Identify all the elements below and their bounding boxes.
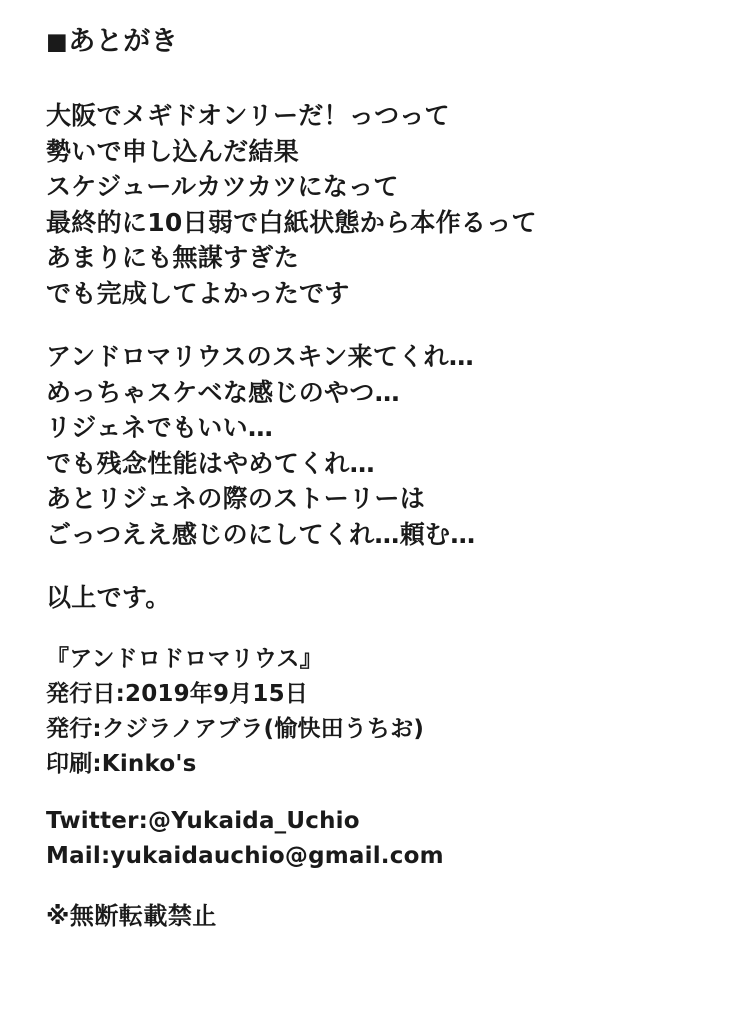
text-line: ごっつええ感じのにしてくれ…頼む… bbox=[46, 519, 476, 549]
afterword-paragraph-2 bbox=[46, 339, 696, 552]
text-line: 大阪でメギドオンリーだ！っつって bbox=[46, 101, 450, 131]
section-heading-label: あとがき bbox=[68, 26, 179, 57]
colophon-publication-date: 発行日:2019年9月15日 bbox=[46, 680, 309, 707]
text-line: あまりにも無謀すぎた bbox=[46, 243, 300, 273]
text-line: めっちゃスケベな感じのやつ… bbox=[46, 377, 400, 407]
contact-twitter[interactable]: Twitter:@Yukaida_Uchio bbox=[46, 807, 360, 834]
text-line: スケジュールカツカツになって bbox=[46, 172, 399, 202]
document-body bbox=[46, 26, 696, 931]
text-line: 最終的に10日弱で白紙状態から本作るって bbox=[46, 207, 537, 237]
section-heading bbox=[46, 26, 696, 58]
spacer bbox=[46, 58, 696, 98]
spacer bbox=[46, 311, 696, 339]
colophon-printer: 印刷:Kinko's bbox=[46, 750, 197, 777]
colophon-publisher: 発行:クジラノアブラ(愉快田うちお) bbox=[46, 715, 425, 742]
copyright-notice: ※無断転載禁止 bbox=[46, 901, 217, 930]
spacer bbox=[46, 616, 696, 642]
text-line: あとリジェネの際のストーリーは bbox=[46, 484, 426, 514]
text-line: リジェネでもいい… bbox=[46, 413, 274, 443]
contact-email[interactable]: Mail:yukaidauchio@gmail.com bbox=[46, 842, 444, 869]
afterword-closing bbox=[46, 580, 696, 616]
text-line: アンドロマリウスのスキン来てくれ… bbox=[46, 342, 475, 372]
text-line: 勢いで申し込んだ結果 bbox=[46, 136, 300, 166]
text-line: でも残念性能はやめてくれ… bbox=[46, 448, 375, 478]
spacer bbox=[46, 874, 696, 896]
spacer bbox=[46, 782, 696, 804]
square-bullet-icon: ■ bbox=[46, 29, 69, 55]
text-line: でも完成してよかったです bbox=[46, 278, 350, 308]
spacer bbox=[46, 552, 696, 580]
text-line: 以上です。 bbox=[46, 583, 171, 613]
colophon bbox=[46, 642, 696, 782]
afterword-paragraph-1 bbox=[46, 98, 696, 311]
colophon-title: 『アンドロドロマリウス』 bbox=[46, 645, 323, 672]
contact-info bbox=[46, 804, 696, 874]
